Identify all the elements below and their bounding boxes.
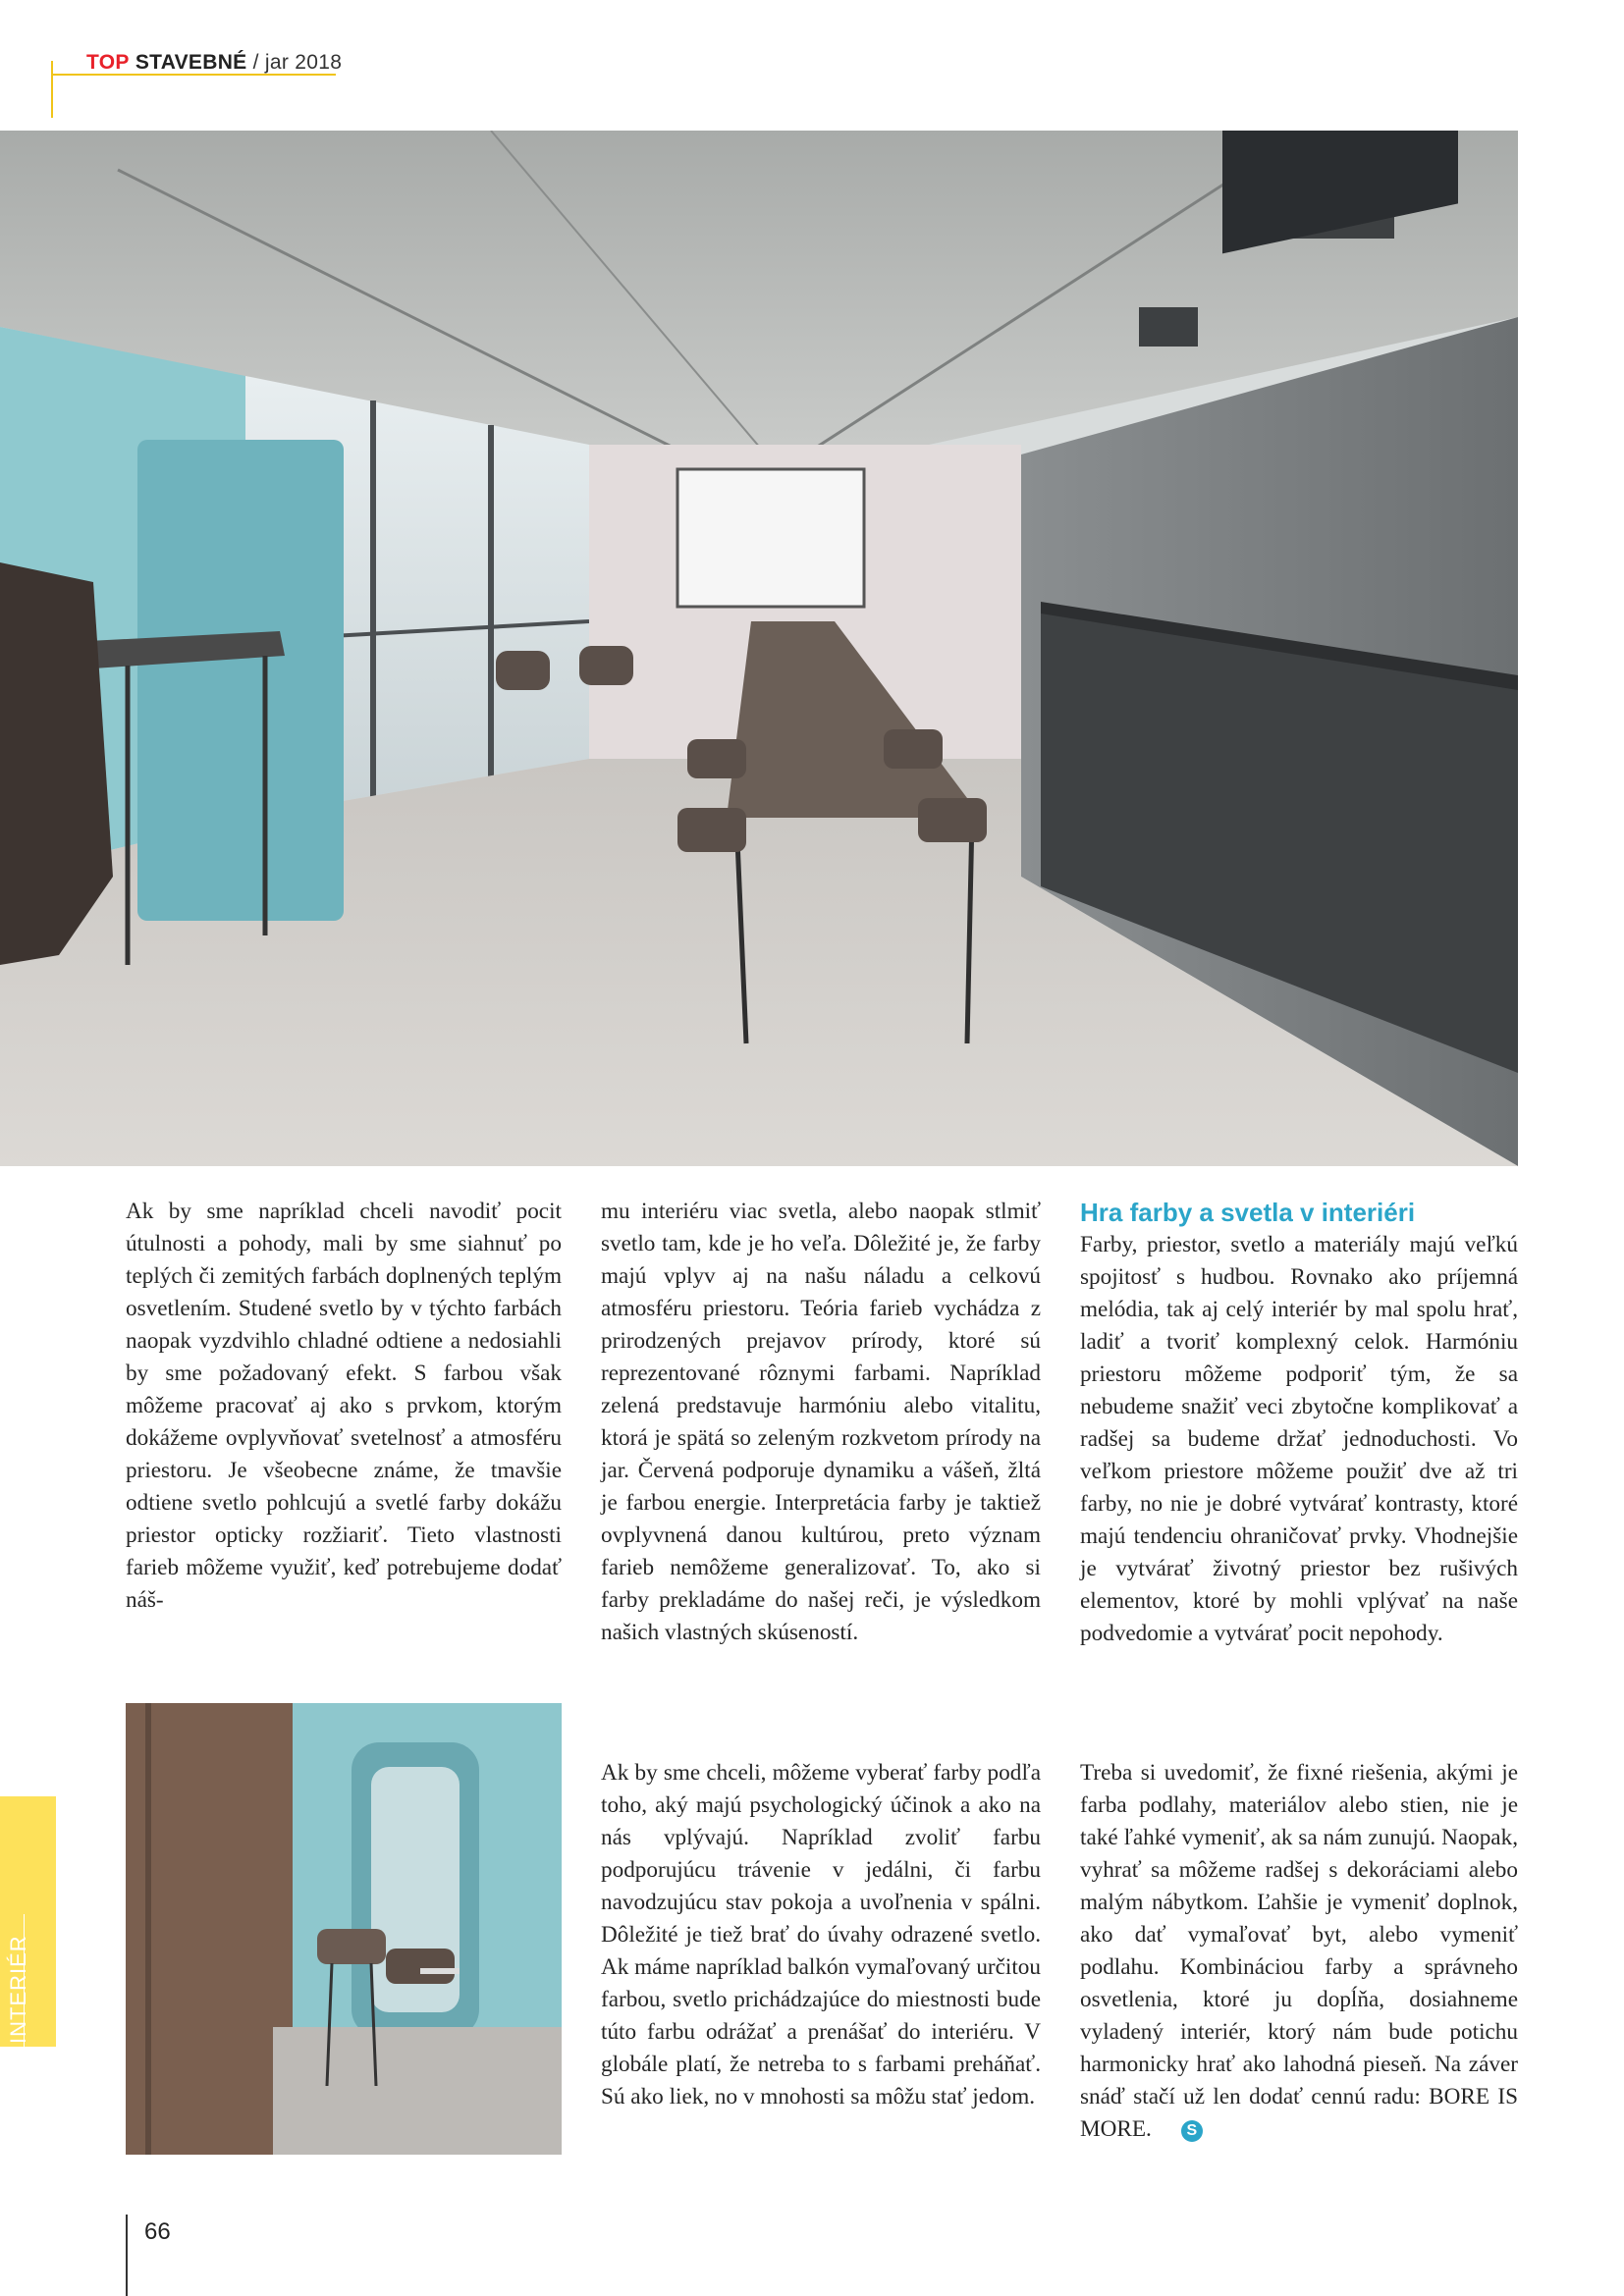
hero-photo xyxy=(0,131,1518,1166)
paragraph-text: Treba si uvedomiť, že fixné riešenia, akými je farba podlahy, materiálov alebo stien, nie je také ľahké vymeniť, ak sa nám zunujú. Naopak, vyhrať sa môžeme radšej s dekoráciami alebo malým nábytkom. Ľahšie je vymeniť doplnok, ako dať vymaľovať byt, alebo vymeniť podlahu. Kombináciou farby a správneho osvetlenia, ktoré ju dopĺňa, dosiahneme vyladený interiér, ktorý nám bude potichu harmonicky hrať ako lahodná pieseň. Na záver snáď stačí už len dodať cennú radu: BORE IS MORE. xyxy=(1080,1760,1518,2142)
phone-booth-illustration xyxy=(126,1703,562,2155)
brand-top: TOP xyxy=(86,51,130,74)
footer-rule xyxy=(126,2215,128,2296)
paragraph: Farby, priestor, svetlo a materiály majú veľkú spojitosť s hudbou. Rovnako ako príjemná melódia, tak aj celý interiér by mal spolu hrať, ladiť a tvoriť komplexný celok. Harmóniu priestoru môžeme podporiť tým, že sa nebudeme snažiť veci zbytočne komplikovať a radšej sa budeme držať jednoduchosti. Vo veľkom priestore môžeme použiť dve až tri farby, no nie je dobré vytvárať kontrasty, ktoré majú tendenciu ohraničovať prvky. Vhodnejšie je vytvárať životný priestor bez rušivých elementov, ktoré by mohli vplývať na naše podvedomie a vytvárať pocit nepohody. xyxy=(1080,1232,1518,1646)
brand-name: STAVEBNÉ xyxy=(135,51,247,74)
running-header xyxy=(86,51,342,75)
paragraph: Ak by sme chceli, môžeme vyberať farby podľa toho, aký majú psychologický účinok a ako na nás vplývajú. Napríklad zvoliť farbu podporujúcu trávenie v jedálni, či farbu navodzujúcu stav pokoja a uvoľnenia v spálni. Dôležité je tiež brať do úvahy odrazené svetlo. Ak máme napríklad balkón vymaľovaný určitou farbou, svetlo prichádzajúce do miestnosti bude túto farbu odrážať a prenášať do interiéru. V globále platí, že netreba to s farbami preháňať. Sú ako liek, no v mnohosti sa môžu stať jedom. xyxy=(601,1760,1041,2109)
article-column-3-lower xyxy=(1080,1757,1518,2146)
section-tab-label: INTERIÉR xyxy=(6,1935,30,2044)
end-mark-icon: S xyxy=(1181,2120,1203,2142)
header-separator: / xyxy=(252,51,259,74)
article-column-1 xyxy=(126,1196,562,1617)
header-accent-rule-vertical xyxy=(51,61,53,118)
subheading: Hra farby a svetla v interiéri xyxy=(1080,1198,1416,1227)
page-number: 66 xyxy=(144,2218,171,2245)
article-column-2-lower xyxy=(601,1757,1041,2113)
issue-label: jar 2018 xyxy=(264,51,343,74)
article-column-2 xyxy=(601,1196,1041,1649)
paragraph: mu interiéru viac svetla, alebo naopak stlmiť svetlo tam, kde je ho veľa. Dôležité je, že farby majú vplyv aj na našu náladu a celkovú atmosféru priestoru. Teória farieb vychádza z prirodzených prejavov prírody, ktoré sú reprezentované rôznymi farbami. Napríklad zelená predstavuje harmóniu alebo vitalitu, ktorá je spätá so zeleným rozkvetom prírody na jar. Červená podporuje dynamiku a vášeň, žltá je farbou energie. Interpretácia farby je taktiež ovplyvnená danou kultúrou, preto význam farieb nemôžeme generalizovať. To, ako si farby prekladáme do našej reči, je výsledkom našich vlastných skúseností. xyxy=(601,1199,1041,1645)
paragraph xyxy=(1080,1757,1518,2146)
office-interior-illustration xyxy=(0,131,1518,1166)
article-column-3 xyxy=(1080,1196,1518,1650)
paragraph: Ak by sme napríklad chceli navodiť pocit útulnosti a pohody, mali by sme siahnuť po teplých či zemitých farbách doplnených teplým osvetlením. Studené svetlo by v týchto farbách naopak vyzdvihlo chladné odtiene a nedosiahli by sme požadovaný efekt. S farbou však môžeme pracovať aj ako s prvkom, ktorým dokážeme ovplyvňovať svetelnosť a atmosféru priestoru. Je všeobecne známe, že tmavšie odtiene svetlo pohlcujú a svetlé farby dokážu priestor opticky rozžiariť. Tieto vlastnosti farieb môžeme využiť, keď potrebujeme dodať náš- xyxy=(126,1199,562,1613)
secondary-photo xyxy=(126,1703,562,2155)
